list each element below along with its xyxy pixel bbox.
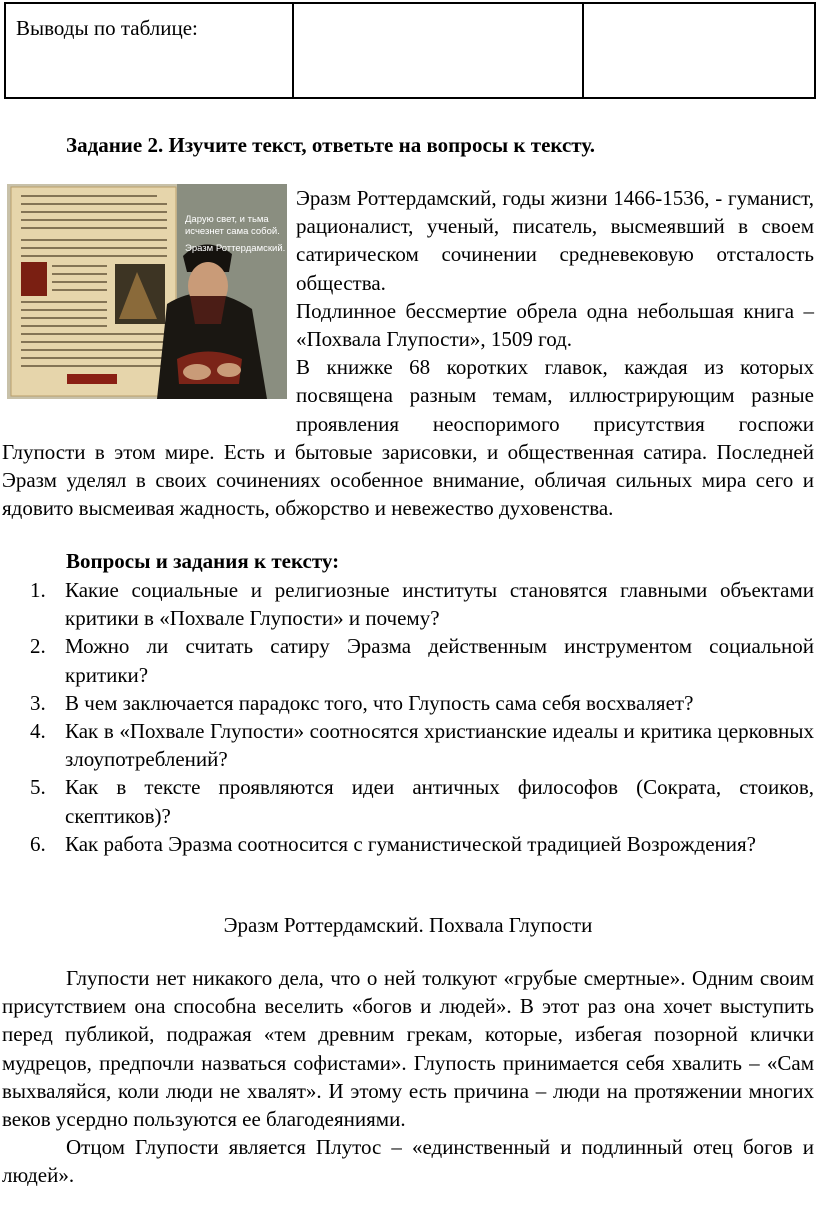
question-text: Как в тексте проявляются идеи античных философов (Сократа, стоиков, скептиков)? bbox=[65, 775, 814, 828]
question-item bbox=[0, 830, 814, 858]
excerpt-paragraph-1: Глупости нет никакого дела, что о ней толкуют «грубые смертные». Одним своим присутствием она способна веселить «богов и людей». В этот раз она хочет выступить перед публикой, подражая «тем древним грекам, которые, избегая позорной клички мудрецов, предпочли назваться софистами». Глупость принимается себя хвалить – «Сам выхваляйся, коли люди не хвалят». И этому есть причина – люди на протяжении многих веков усердно пользуются ее благодеяниями. bbox=[2, 966, 814, 1132]
question-number: 6. bbox=[30, 831, 46, 856]
conclusions-cell-2[interactable] bbox=[293, 3, 583, 98]
image-caption-line1: Дарую свет, и тьма bbox=[185, 214, 269, 225]
conclusions-cell-3[interactable] bbox=[583, 3, 815, 98]
question-number: 3. bbox=[30, 690, 46, 715]
excerpt-title: Эразм Роттердамский. Похвала Глупости bbox=[223, 913, 593, 937]
question-item bbox=[0, 632, 814, 688]
question-text: Как в «Похвале Глупости» соотносятся христианские идеалы и критика церковных злоупотреблений? bbox=[65, 719, 814, 772]
question-text: Как работа Эразма соотносится с гуманистической традицией Возрождения? bbox=[65, 831, 756, 856]
question-number: 2. bbox=[30, 634, 46, 659]
intro-paragraph-2: Подлинное бессмертие обрела одна небольшая книга – «Похвала Глупости», 1509 год. bbox=[296, 298, 814, 352]
question-number: 4. bbox=[30, 719, 46, 744]
question-item bbox=[0, 576, 814, 632]
question-text: В чем заключается парадокс того, что Глупость сама себя восхваляет? bbox=[65, 690, 694, 715]
questions-list bbox=[0, 576, 814, 858]
question-text: Какие социальные и религиозные институты становятся главными объектами критики в «Похвале Глупости» и почему? bbox=[65, 578, 814, 631]
conclusions-table bbox=[4, 2, 816, 99]
question-number: 1. bbox=[30, 578, 46, 602]
task-heading: Задание 2. Изучите текст, ответьте на вопросы к тексту. bbox=[66, 133, 595, 157]
question-item bbox=[0, 773, 814, 829]
question-number: 5. bbox=[30, 775, 46, 800]
excerpt-body bbox=[2, 964, 814, 1190]
intro-text bbox=[2, 184, 814, 522]
question-item bbox=[0, 717, 814, 773]
intro-paragraph-1: Эразм Роттердамский, годы жизни 1466-1536, - гуманист, рационалист, ученый, писатель, высмеявший в своем сатирическом сочинении средневековую отсталость общества. bbox=[296, 186, 814, 295]
intro-paragraph-3: В книжке 68 коротких главок, каждая из которых посвящена разным темам, иллюстрирующим разные проявления неоспоримого присутствия госпожи Глупости в этом мире. Есть и бытовые зарисовки, и общественная сатира. Последней Эразм уделял в своих сочинениях особенное внимание, обличая сильных мира сего и ядовито высмеивая жадность, обжорство и невежество духовенства. bbox=[2, 355, 814, 521]
image-caption-name: Эразм Роттердамский. bbox=[185, 243, 286, 254]
image-caption-line2: исчезнет сама собой. bbox=[185, 226, 280, 237]
questions-heading: Вопросы и задания к тексту: bbox=[66, 549, 340, 573]
question-item bbox=[0, 689, 814, 717]
conclusions-label: Выводы по таблице: bbox=[16, 16, 198, 40]
conclusions-label-cell bbox=[5, 3, 293, 98]
excerpt-paragraph-2: Отцом Глупости является Плутос – «единственный и подлинный отец богов и людей». bbox=[2, 1135, 814, 1188]
question-text: Можно ли считать сатиру Эразма действенным инструментом социальной критики? bbox=[65, 634, 814, 687]
